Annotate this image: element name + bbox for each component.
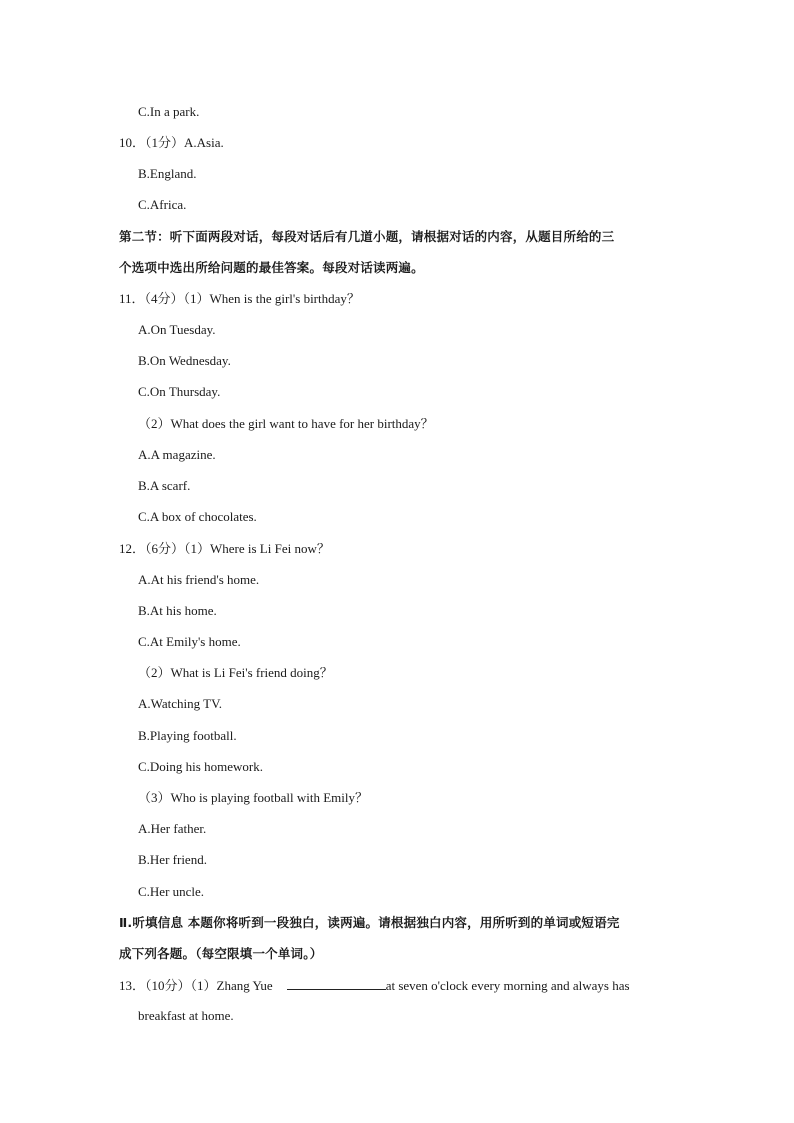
q11-heading: 11．（4分）（1）When is the girl's birthday？ (119, 291, 360, 306)
q12-3-question: （3）Who is playing football with Emily？ (138, 790, 369, 805)
q11-1-option-a: A.On Tuesday. (138, 322, 216, 337)
q10-option-c: C.Africa. (138, 197, 187, 212)
q12-heading: 12．（6分）（1）Where is Li Fei now？ (119, 541, 330, 556)
q11-1-option-c: C.On Thursday. (138, 384, 221, 399)
q12-2-question: （2）What is Li Fei's friend doing？ (138, 665, 333, 680)
q12-1-option-b: B.At his home. (138, 603, 217, 618)
q12-1-option-c: C.At Emily's home. (138, 634, 241, 649)
q12-3-option-b: B.Her friend. (138, 852, 207, 867)
q11-2-question: （2）What does the girl want to have for her birthday？ (138, 416, 434, 431)
q11-2-option-c: C.A box of chocolates. (138, 509, 257, 524)
part2-instructions-line2: 成下列各题。（每空限填一个单词。） (119, 946, 323, 961)
q12-2-option-a: A.Watching TV. (138, 696, 223, 711)
section2-instructions-line1: 第二节：听下面两段对话，每段对话后有几道小题，请根据对话的内容，从题目所给的三 (119, 229, 615, 244)
q9-option-c: C.In a park. (138, 104, 200, 119)
q13-line1 (119, 977, 630, 994)
q10-option-b: B.England. (138, 166, 197, 181)
q11-1-option-b: B.On Wednesday. (138, 353, 231, 368)
q10-heading: 10．（1分）A.Asia. (119, 135, 224, 150)
q13-continuation: breakfast at home. (138, 1008, 234, 1023)
q12-3-option-a: A.Her father. (138, 821, 207, 836)
q13-heading: 13．（10分）（1）Zhang Yue (119, 978, 273, 993)
q13-sentence-tail: at seven o'clock every morning and always has (385, 978, 630, 993)
part2-instructions-line1: Ⅱ.听填信息 本题你将听到一段独白，读两遍。请根据独白内容，用所听到的单词或短语完 (119, 915, 620, 930)
q12-2-option-b: B.Playing football. (138, 728, 237, 743)
q13-answer-blank[interactable] (287, 977, 386, 990)
q12-1-option-a: A.At his friend's home. (138, 572, 260, 587)
q11-2-option-b: B.A scarf. (138, 478, 191, 493)
q12-2-option-c: C.Doing his homework. (138, 759, 263, 774)
section2-instructions-line2: 个选项中选出所给问题的最佳答案。每段对话读两遍。 (119, 260, 424, 275)
q12-3-option-c: C.Her uncle. (138, 884, 205, 899)
q11-2-option-a: A.A magazine. (138, 447, 216, 462)
